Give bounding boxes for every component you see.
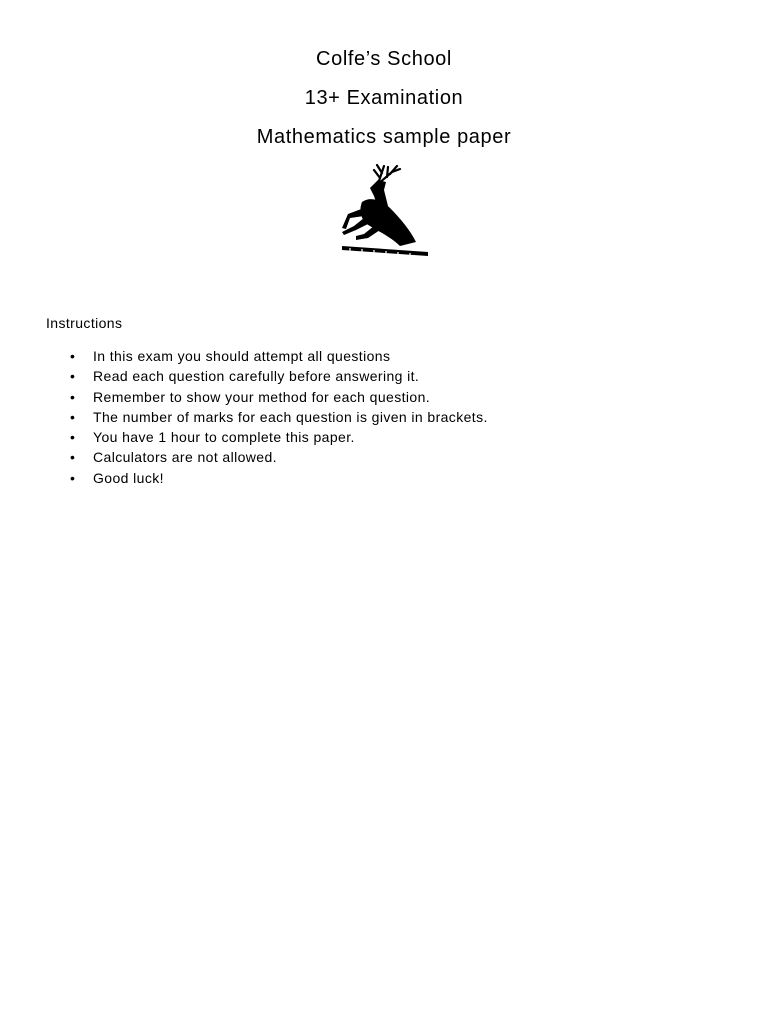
bullet-icon: •: [70, 449, 76, 466]
bullet-icon: •: [70, 408, 76, 425]
list-item: [46, 427, 488, 447]
leaping-stag-crest-icon: [334, 162, 434, 262]
list-item: [46, 407, 488, 427]
bullet-icon: •: [70, 469, 76, 486]
list-item: [46, 346, 488, 366]
bullet-icon: •: [70, 368, 76, 385]
list-item-text: You have 1 hour to complete this paper.: [93, 429, 355, 446]
instructions-heading: Instructions: [46, 315, 123, 331]
instructions-list: [46, 346, 488, 488]
bullet-icon: •: [70, 388, 76, 405]
list-item: [46, 387, 488, 407]
list-item-text: Remember to show your method for each question.: [93, 388, 431, 405]
list-item: [46, 468, 488, 488]
bullet-icon: •: [70, 429, 76, 446]
list-item: [46, 447, 488, 467]
title-block: [0, 40, 768, 157]
bullet-icon: •: [70, 348, 76, 364]
list-item-text: Good luck!: [93, 469, 164, 486]
list-item-text: Read each question carefully before answering it.: [93, 368, 420, 385]
paper-title: Mathematics sample paper: [256, 126, 512, 148]
list-item-text: Calculators are not allowed.: [93, 449, 277, 466]
list-item-text: In this exam you should attempt all questions: [93, 348, 391, 364]
list-item-text: The number of marks for each question is given in brackets.: [93, 408, 488, 425]
exam-title: 13+ Examination: [304, 87, 464, 109]
list-item: [46, 366, 488, 386]
school-name: Colfe’s School: [316, 48, 452, 70]
